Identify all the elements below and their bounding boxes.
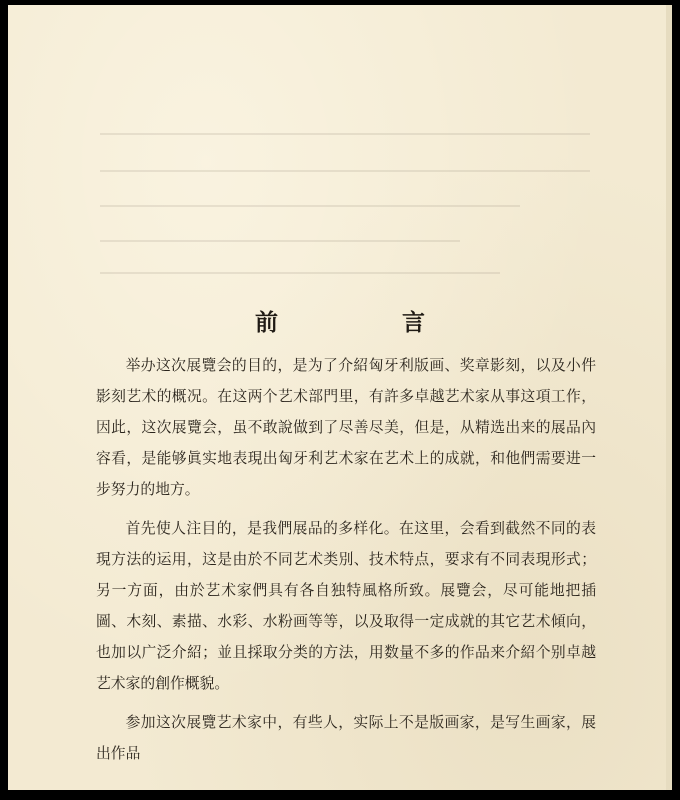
show-through-line — [100, 240, 460, 242]
paragraph-1: 举办这次展覽会的目的，是为了介紹匈牙利版画、奖章影刻，以及小件影刻艺术的概况。在这两个艺术部門里，有許多卓越艺术家从事这項工作，因此，这次展覽会，虽不敢說做到了尽善尽美，但是，从精选出来的展品內容看，是能够眞实地表現出匈牙利艺术家在艺术上的成就，和他們需要进一步努力的地方。 — [96, 357, 596, 498]
paper-edge — [666, 5, 672, 790]
preface-body — [96, 350, 596, 777]
show-through-line — [100, 133, 590, 135]
show-through-line — [100, 205, 520, 207]
paragraph-2: 首先使人注目的，是我們展品的多样化。在这里，会看到截然不同的表現方法的运用，这是由於不同艺术类別、技术特点，要求有不同表現形式；另一方面，由於艺术家們具有各自独特風格所致。展覽会，尽可能地把插圖、木刻、素描、水彩、水粉画等等，以及取得一定成就的其它艺术傾向，也加以广泛介紹；並且採取分类的方法，用数量不多的作品来介紹个别卓越艺术家的創作概貌。 — [96, 520, 596, 692]
page-title: 前 言 — [254, 310, 483, 336]
show-through-line — [100, 272, 500, 274]
paragraph-3: 参加这次展覽艺术家中，有些人，实际上不是版画家，是写生画家，展出作品 — [96, 714, 596, 762]
show-through-line — [100, 170, 590, 172]
